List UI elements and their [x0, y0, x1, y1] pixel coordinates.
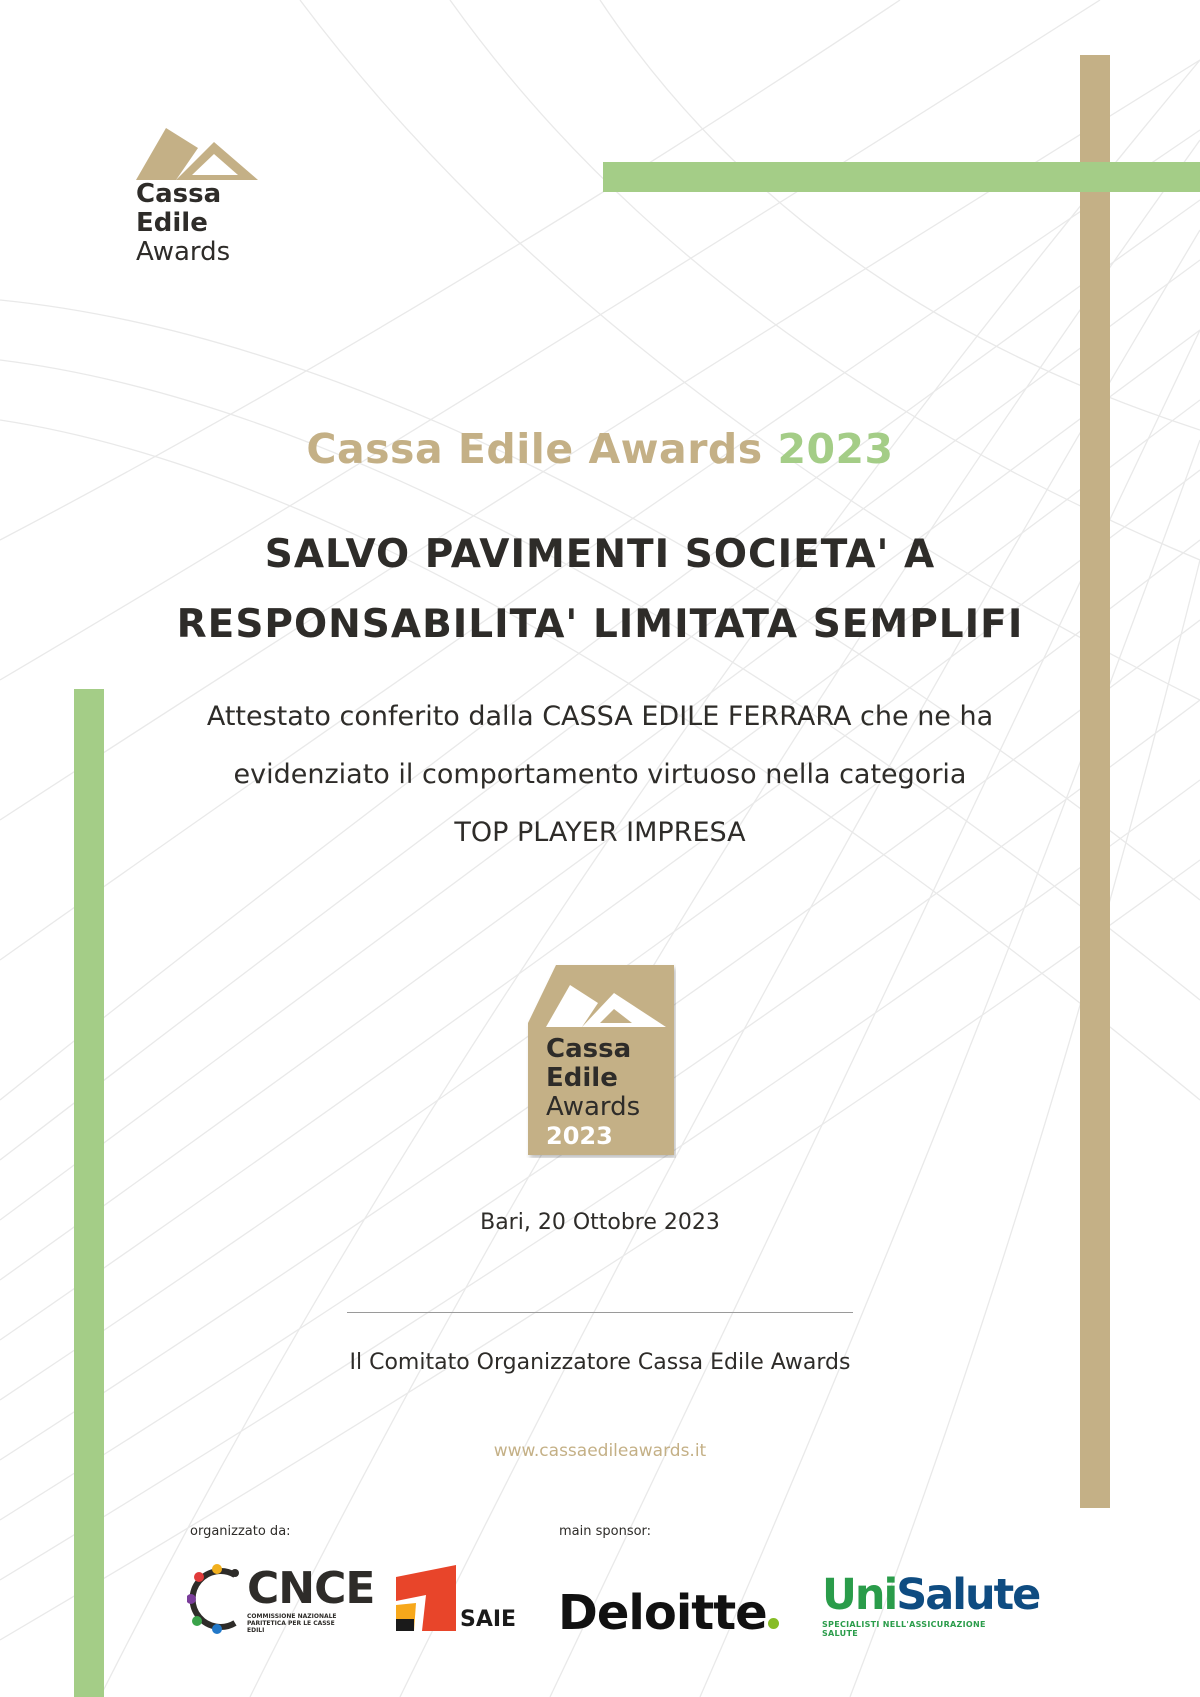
saie-name: SAIE — [460, 1607, 517, 1632]
unisalute-name — [822, 1570, 1040, 1620]
description-line1: Attestato conferito dalla CASSA EDILE FERRARA che ne ha — [206, 701, 994, 732]
award-title-prefix: Cassa Edile Awards — [306, 425, 763, 473]
logo-line-awards: Awards — [136, 237, 231, 267]
cnce-name: CNCE — [247, 1563, 375, 1614]
deloitte-name: Deloitte — [558, 1585, 767, 1641]
unisalute-uni: Uni — [822, 1570, 897, 1620]
website-link[interactable]: www.cassaedileawards.it — [493, 1441, 707, 1461]
green-vertical-bar — [74, 689, 104, 1697]
company-name-line2: RESPONSABILITA' LIMITATA SEMPLIFI — [176, 602, 1024, 647]
company-name-line1: SALVO PAVIMENTI SOCIETA' A — [264, 532, 936, 577]
organized-by-label: organizzato da: — [190, 1524, 291, 1539]
badge-line-awards: Awards — [546, 1092, 641, 1122]
badge-line-cassa: Cassa — [546, 1034, 632, 1064]
saie-logo — [396, 1565, 516, 1635]
ceremony-date: Bari, 20 Ottobre 2023 — [480, 1210, 720, 1235]
unisalute-salute: Salute — [896, 1570, 1040, 1620]
logo-line-cassa: Cassa — [136, 179, 222, 209]
deloitte-logo — [558, 1585, 779, 1641]
cnce-subtitle-line1: COMMISSIONE NAZIONALE — [247, 1613, 337, 1620]
cnce-subtitle — [247, 1613, 352, 1634]
description-category: TOP PLAYER IMPRESA — [454, 817, 746, 848]
award-title — [150, 425, 1050, 473]
cassa-edile-awards-logo — [136, 128, 266, 278]
logo-line-edile: Edile — [136, 208, 208, 238]
company-name — [150, 520, 1050, 660]
badge-line-edile: Edile — [546, 1063, 618, 1093]
cnce-logo — [187, 1563, 375, 1635]
roof-icon — [136, 128, 260, 180]
award-title-year: 2023 — [777, 425, 894, 473]
cnce-ring-icon — [187, 1563, 249, 1635]
committee-signature: Il Comitato Organizzatore Cassa Edile Awards — [349, 1350, 851, 1375]
deloitte-dot-icon — [768, 1618, 779, 1629]
saie-mark-icon — [396, 1565, 460, 1635]
unisalute-tagline: SPECIALISTI NELL'ASSICURAZIONE SALUTE — [822, 1620, 986, 1638]
gold-vertical-bar — [1080, 55, 1110, 1508]
main-sponsor-label: main sponsor: — [559, 1524, 652, 1539]
certificate-description — [150, 688, 1050, 862]
unisalute-logo — [822, 1570, 1040, 1638]
green-horizontal-bar — [603, 162, 1200, 192]
description-line2: evidenziato il comportamento virtuoso nella categoria — [233, 759, 967, 790]
badge-year: 2023 — [546, 1122, 613, 1150]
signature-line — [347, 1312, 853, 1313]
award-badge — [526, 963, 676, 1158]
cnce-subtitle-line2: PARITETICA PER LE CASSE EDILI — [247, 1620, 335, 1634]
